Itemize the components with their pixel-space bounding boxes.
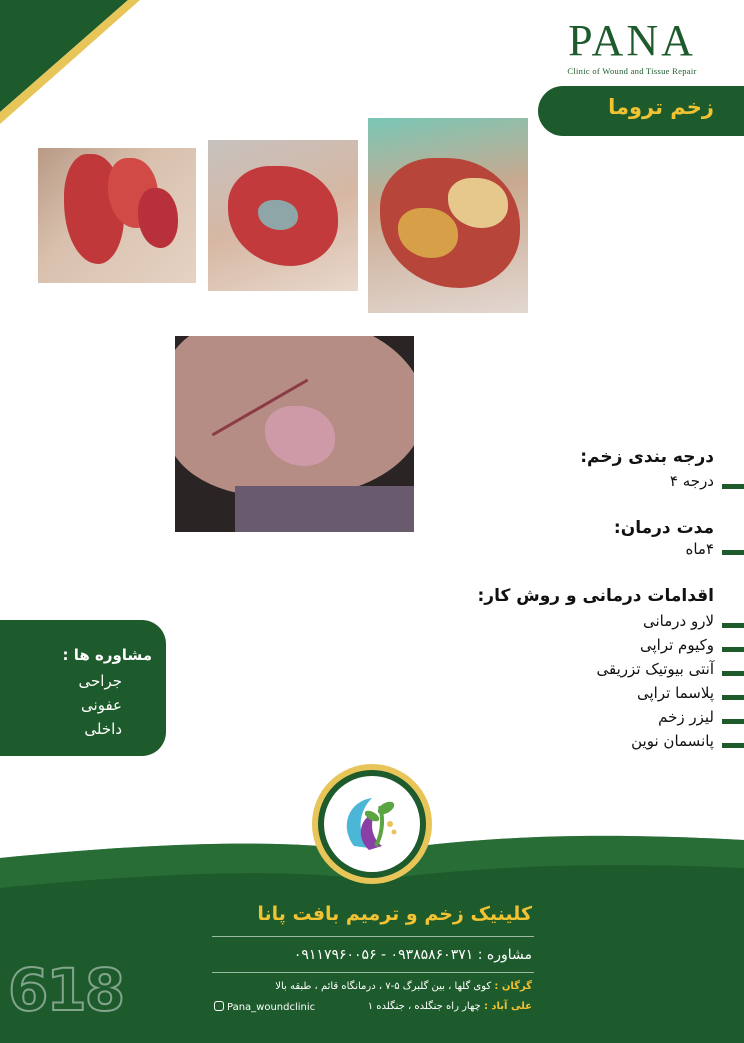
footer-clinic-name: کلینیک زخم و ترمیم بافت پانا: [257, 903, 532, 925]
bullet: [722, 695, 744, 700]
consultations-label: مشاوره ها :: [62, 646, 152, 664]
page-title: زخم تروما: [608, 95, 714, 119]
consultation-item: عفونی: [81, 696, 122, 714]
corner-decoration: [0, 0, 160, 130]
grading-bullet: [722, 484, 744, 489]
bullet: [722, 719, 744, 724]
bullet: [722, 671, 744, 676]
foot-leaf-icon: [324, 776, 420, 872]
consultations-panel: [0, 620, 166, 756]
duration-label: مدت درمان:: [613, 518, 714, 538]
list-item: لارو درمانی: [424, 612, 744, 636]
bullet: [722, 743, 744, 748]
consultation-item: داخلی: [84, 720, 122, 738]
wound-photo-1: [38, 148, 196, 283]
bullet: [722, 647, 744, 652]
list-item: لیزر زخم: [424, 708, 744, 732]
brand-subtitle: Clinic of Wound and Tissue Repair: [567, 66, 697, 76]
clinic-logo: [312, 764, 432, 884]
page-title-banner: [538, 86, 744, 136]
footer-divider: [212, 936, 534, 937]
footer-instagram[interactable]: Pana_woundclinic: [214, 1001, 315, 1013]
footer-address-2: علی آباد : چهار راه جنگلده ، جنگلده ۱: [367, 1001, 532, 1012]
watermark: 618: [8, 956, 124, 1024]
wound-photo-3: [368, 118, 528, 313]
duration-value: ۴ماه: [685, 540, 714, 558]
duration-bullet: [722, 550, 744, 555]
treatments-list: [424, 612, 744, 756]
consultation-item: جراحی: [78, 672, 122, 690]
list-item: آنتی بیوتیک تزریقی: [424, 660, 744, 684]
footer-phone: مشاوره : ۰۹۳۸۵۸۶۰۳۷۱ - ۰۹۱۱۷۹۶۰۰۵۶: [293, 947, 532, 963]
brand-name: PANA: [568, 16, 696, 65]
list-item: وکیوم تراپی: [424, 636, 744, 660]
brand-logo: [542, 18, 722, 76]
treatments-label: اقدامات درمانی و روش کار:: [477, 586, 714, 606]
list-item: پانسمان نوین: [424, 732, 744, 756]
footer-divider: [212, 972, 534, 973]
healed-photo: [175, 336, 414, 532]
list-item: پلاسما تراپی: [424, 684, 744, 708]
footer-address-1: گرگان : کوی گلها ، بین گلبرگ ۵-۷ ، درمانگاه قائم ، طبقه بالا: [275, 981, 532, 992]
grading-value: درجه ۴: [669, 472, 714, 490]
bullet: [722, 623, 744, 628]
instagram-icon: [214, 1001, 224, 1011]
wound-photo-2: [208, 140, 358, 291]
grading-label: درجه بندی زخم:: [580, 447, 714, 467]
